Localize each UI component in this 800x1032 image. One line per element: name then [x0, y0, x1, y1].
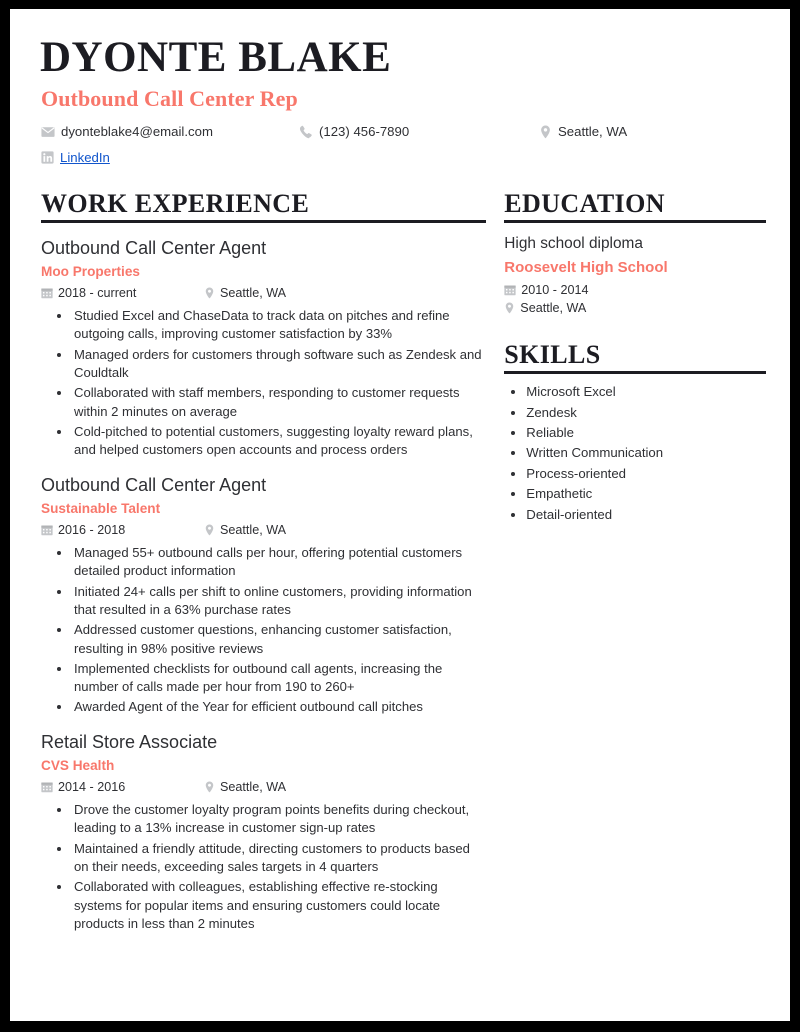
work-experience-section — [32, 188, 486, 936]
contact-location — [539, 125, 627, 139]
linkedin-icon — [41, 151, 54, 164]
job-bullets — [41, 801, 486, 934]
job-bullet: • Managed 55+ outbound calls per hour, offering potential customers detailed product information — [72, 544, 486, 581]
phone-text: (123) 456-7890 — [319, 123, 410, 139]
sidebar — [504, 188, 766, 936]
work-experience-heading: WORK EXPERIENCE — [41, 188, 310, 218]
job-location — [204, 523, 286, 537]
phone-icon — [299, 125, 313, 139]
skill-item: • Empathetic — [526, 484, 766, 504]
location-pin-icon — [204, 287, 215, 299]
education-dates-text: 2010 - 2014 — [521, 282, 589, 297]
education-school: Roosevelt High School — [504, 258, 668, 276]
job-location — [204, 780, 286, 794]
contact-row-secondary — [41, 150, 766, 165]
job-bullet: • Collaborated with colleagues, establishing effective re-stocking systems for popular items and ensuring customers could locate products in less than 2 minutes — [72, 878, 486, 934]
job-meta — [41, 523, 486, 537]
skills-rule — [504, 371, 766, 374]
education-heading: EDUCATION — [504, 188, 665, 218]
skill-item: • Microsoft Excel — [526, 382, 766, 402]
job-meta — [41, 286, 486, 300]
work-experience-rule — [41, 220, 486, 223]
resume-body — [32, 188, 766, 936]
linkedin-link[interactable]: LinkedIn — [60, 149, 110, 165]
contact-row-primary — [41, 125, 766, 139]
contact-phone[interactable] — [299, 125, 539, 139]
company-name: Moo Properties — [41, 263, 140, 279]
job-title: Outbound Call Center Agent — [41, 238, 267, 259]
skill-item: • Detail-oriented — [526, 505, 766, 525]
location-pin-icon — [539, 125, 552, 139]
job-title: Outbound Call Center Agent — [41, 475, 267, 496]
skill-item: • Zendesk — [526, 403, 766, 423]
job-bullet: • Cold-pitched to potential customers, suggesting loyalty reward plans, and helped customers open accounts and process orders — [72, 423, 486, 460]
job-location-text: Seattle, WA — [220, 285, 287, 300]
envelope-icon — [41, 125, 55, 139]
job-dates-text: 2018 - current — [58, 285, 137, 300]
education-section — [504, 188, 766, 315]
job-bullets — [41, 307, 486, 460]
skill-item: • Process-oriented — [526, 464, 766, 484]
company-name: CVS Health — [41, 757, 115, 773]
candidate-name: DYONTE BLAKE — [40, 34, 392, 81]
candidate-title: Outbound Call Center Rep — [41, 85, 298, 111]
calendar-icon — [41, 781, 53, 793]
job-dates-text: 2016 - 2018 — [58, 522, 126, 537]
email-text: dyonteblake4@email.com — [61, 123, 213, 139]
location-text: Seattle, WA — [558, 123, 628, 139]
location-pin-icon — [204, 781, 215, 793]
job-bullet: • Maintained a friendly attitude, directing customers to products based on their needs, exceeding sales targets in 4 quarters — [72, 840, 486, 877]
calendar-icon — [504, 284, 516, 296]
contact-email[interactable] — [41, 125, 299, 139]
education-degree: High school diploma — [504, 235, 643, 253]
skills-section — [504, 339, 766, 526]
calendar-icon — [41, 524, 53, 536]
job-bullet: • Managed orders for customers through software such as Zendesk and Couldtalk — [72, 346, 486, 383]
education-rule — [504, 220, 766, 223]
job-location-text: Seattle, WA — [220, 522, 287, 537]
job-dates — [41, 780, 204, 794]
job-dates — [41, 286, 204, 300]
skills-heading: SKILLS — [504, 339, 601, 369]
job-bullets — [41, 544, 486, 717]
location-pin-icon — [504, 302, 515, 314]
education-location-text: Seattle, WA — [520, 300, 587, 315]
job-dates — [41, 523, 204, 537]
job-bullet: • Initiated 24+ calls per shift to online customers, providing information that resulted in a 63% purchase rates — [72, 583, 486, 620]
work-entry — [41, 474, 486, 717]
company-name: Sustainable Talent — [41, 500, 161, 516]
job-location-text: Seattle, WA — [220, 779, 287, 794]
job-title: Retail Store Associate — [41, 732, 218, 753]
job-bullet: • Studied Excel and ChaseData to track data on pitches and refine outgoing calls, improving customer satisfaction by 33% — [72, 307, 486, 344]
location-pin-icon — [204, 524, 215, 536]
job-dates-text: 2014 - 2016 — [58, 779, 126, 794]
job-bullet: • Drove the customer loyalty program points benefits during checkout, leading to a 13% increase in customer sign-up rates — [72, 801, 486, 838]
skill-item: • Written Communication — [526, 443, 766, 463]
resume-page — [10, 9, 790, 1021]
job-bullet: • Addressed customer questions, enhancing customer satisfaction, resulting in 98% positive reviews — [72, 621, 486, 658]
work-entry — [41, 731, 486, 934]
job-location — [204, 286, 286, 300]
education-dates — [504, 283, 766, 297]
job-bullet: • Awarded Agent of the Year for efficient outbound call pitches — [72, 698, 486, 717]
job-bullet: • Collaborated with staff members, responding to customer requests within 2 minutes on average — [72, 384, 486, 421]
calendar-icon — [41, 287, 53, 299]
resume-header — [32, 35, 766, 165]
work-entry — [41, 237, 486, 460]
job-meta — [41, 780, 486, 794]
education-location — [504, 301, 766, 315]
skills-list — [504, 382, 766, 525]
education-meta — [504, 283, 766, 315]
skill-item: • Reliable — [526, 423, 766, 443]
job-bullet: • Implemented checklists for outbound call agents, increasing the number of calls made per hour from 190 to 260+ — [72, 660, 486, 697]
